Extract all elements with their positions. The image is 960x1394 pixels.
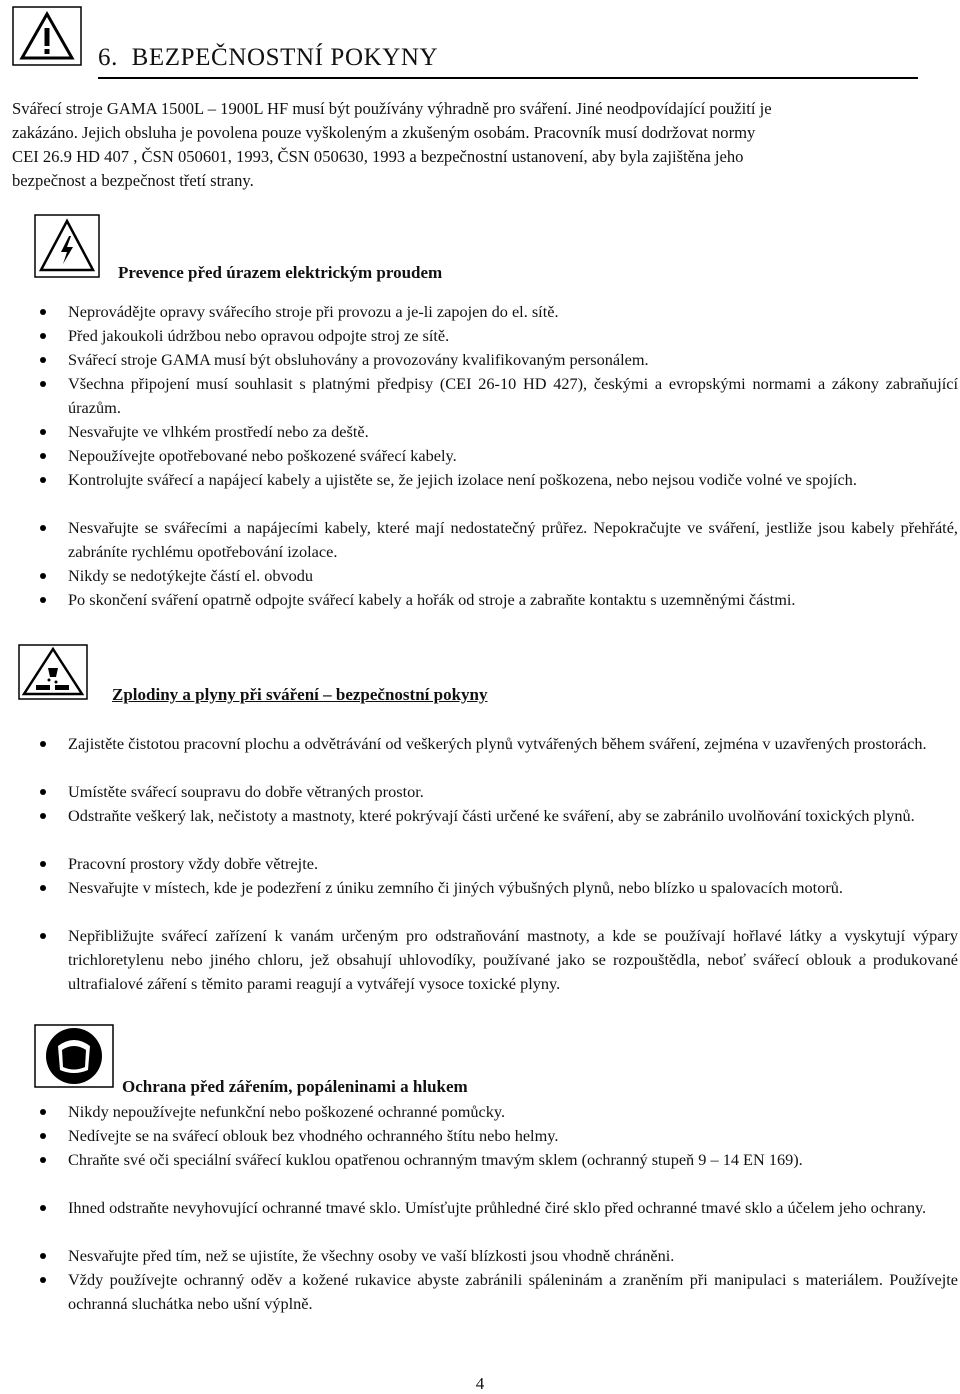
list-item: Nesvařujte před tím, než se ujistíte, že všechny osoby ve vaší blízkosti jsou vhodně chráněni. (68, 1246, 675, 1265)
list-item: Kontrolujte svářecí a napájecí kabely a ujistěte se, že jejich izolace není poškozena, nebo nejsou vodiče volné ve spojích. (68, 470, 857, 489)
bullet (40, 453, 46, 459)
list-item: Svářecí stroje GAMA musí být obsluhovány a provozovány kvalifikovaným personálem. (68, 350, 649, 369)
bullet (40, 861, 46, 867)
bullet (40, 309, 46, 315)
bullet (40, 429, 46, 435)
heading-text: BEZPEČNOSTNÍ POKYNY (131, 44, 439, 71)
bullet (40, 789, 46, 795)
bullet (40, 741, 46, 747)
list-item: Umístěte svářecí soupravu do dobře větraných prostor. (68, 782, 424, 801)
page-title (98, 44, 438, 72)
bullet (40, 597, 46, 603)
intro-line: zakázáno. Jejich obsluha je povolena pouze vyškoleným a zkušeným osobám. Pracovník musí dodržovat normy (12, 123, 756, 142)
bullet (40, 1205, 46, 1211)
list-item: Všechna připojení musí souhlasit s platnými předpisy (CEI 26-10 HD 427), českými a evropskými normami a zákony zabraňující úrazům. (68, 374, 958, 417)
list-item: Vždy používejte ochranný oděv a kožené rukavice abyste zabránili spáleninám a zraněním při manipulaci s materiálem. Používejte ochranná sluchátka nebo ušní výplně. (68, 1270, 958, 1313)
general-warning-icon (12, 6, 82, 66)
intro-line: CEI 26.9 HD 407 , ČSN 050601, 1993, ČSN 050630, 1993 a bezpečnostní ustanovení, aby byla zajištěna jeho (12, 147, 744, 166)
list-item: Nepoužívejte opotřebované nebo poškozené svářecí kabely. (68, 446, 457, 465)
bullet (40, 525, 46, 531)
bullet (40, 1277, 46, 1283)
section-title-fumes: Zplodiny a plyny při sváření – bezpečnostní pokyny (112, 685, 488, 704)
bullet (40, 477, 46, 483)
list-item: Nesvařujte v místech, kde je podezření z úniku zemního či jiných výbušných plynů, nebo blízko u spalovacích motorů. (68, 878, 843, 897)
bullet (40, 1109, 46, 1115)
section-title-radiation: Ochrana před zářením, popáleninami a hlukem (122, 1077, 468, 1096)
bullet (40, 573, 46, 579)
list-item: Nikdy nepoužívejte nefunkční nebo poškozené ochranné pomůcky. (68, 1102, 506, 1121)
bullet (40, 333, 46, 339)
bullet (40, 813, 46, 819)
heading-rule (98, 77, 918, 79)
section-title-electric: Prevence před úrazem elektrickým proudem (118, 263, 443, 282)
list-item: Po skončení sváření opatrně odpojte svářecí kabely a hořák od stroje a zabraňte kontaktu s uzemněnými částmi. (68, 590, 796, 609)
list-item: Nedívejte se na svářecí oblouk bez vhodného ochranného štítu nebo helmy. (68, 1126, 559, 1145)
list-item: Nepřibližujte svářecí zařízení k vanám určeným pro odstraňování mastnoty, a kde se používají hořlavé látky a vyskytují výpary trichloretylenu nebo jiného chloru, jež obsahují uhlovodíky, používané jako se rozpouštědla, neboť svářecí oblouk a produkované ultrafialové záření s těmito parami reagují a vytvářejí vysoce toxické plyny. (68, 926, 958, 993)
list-item: Ihned odstraňte nevyhovující ochranné tmavé sklo. Umísťujte průhledné čiré sklo před ochranné tmavé sklo a účelem jeho ochrany. (68, 1198, 927, 1217)
list-item: Neprovádějte opravy svářecího stroje při provozu a je-li zapojen do el. sítě. (68, 302, 559, 321)
bullet (40, 1133, 46, 1139)
corrosive-hazard-warning-icon (18, 644, 88, 700)
electric-shock-warning-icon (34, 214, 100, 278)
list-item: Chraňte své oči speciální svářecí kuklou opatřenou ochranným tmavým sklem (ochranný stupeň 9 – 14 EN 169). (68, 1150, 803, 1169)
face-shield-mandatory-icon (34, 1024, 114, 1088)
list-item: Zajistěte čistotou pracovní plochu a odvětrávání od veškerých plynů vytvářených během sváření, zejména v uzavřených prostorách. (68, 734, 927, 753)
intro-line: bezpečnost a bezpečnost třetí strany. (12, 171, 254, 190)
list-item: Nesvařujte se svářecími a napájecími kabely, které mají nedostatečný průřez. Nepokračujte ve sváření, jestliže jsou kabely přehřáté, zabráníte rychlému opotřebování izolace. (68, 518, 958, 561)
bullet (40, 357, 46, 363)
list-item: Před jakoukoli údržbou nebo opravou odpojte stroj ze sítě. (68, 326, 450, 345)
bullet (40, 933, 46, 939)
list-item: Nesvařujte ve vlhkém prostředí nebo za deště. (68, 422, 369, 441)
list-item: Nikdy se nedotýkejte částí el. obvodu (68, 566, 314, 585)
list-item: Pracovní prostory vždy dobře větrejte. (68, 854, 319, 873)
bullet (40, 1157, 46, 1163)
bullet (40, 1253, 46, 1259)
list-item: Odstraňte veškerý lak, nečistoty a mastnoty, které pokrývají části určené ke sváření, aby se zabránilo uvolňování toxických plynů. (68, 806, 915, 825)
intro-line: Svářecí stroje GAMA 1500L – 1900L HF musí být používány výhradně pro sváření. Jiné neodpovídající použití je (12, 99, 772, 118)
bullet (40, 381, 46, 387)
bullet (40, 885, 46, 891)
heading-number: 6. (98, 44, 118, 71)
page-number: 4 (475, 1374, 485, 1393)
